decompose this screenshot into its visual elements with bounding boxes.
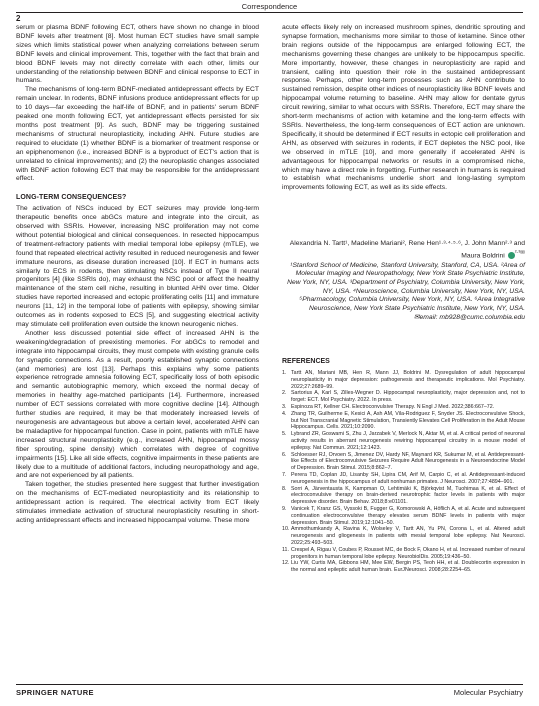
- paragraph: acute effects likely rely on increased mushroom spines, dendritic sprouting and synapse formation, mechanisms more similar to those of ketamine. Since other brain regions outside of the hippocampus are enlarged following ECT, the mechanisms governing these changes are unlikely to be hippocampus specific. More importantly, however, these changes in neuroplasticity are rapid and transient, calling into question their role in the sustained antidepressant response. Perhaps, other long-term processes such as AHN contribute to sustained remission, despite other indices of neuroplasticity like BDNF levels and hippocampal volume returning to baseline. AHN may allow for dentate gyrus circuit rewiring, similar to what occurs with SSRIs. Therefore, ECT may share the short-term mechanisms of action with ketamine and the long-term effects with SSRIs. Nevertheless, the long-term consequences of ECT action are unknown. Specifically, it should be determined if ECT results in ectopic cell proliferation and AHN, as observed with seizures in rodents, if ECT depletes the NSC pool, like we observed in mTLE [10], and more generally if accelerated AHN is advantageous for hippocampal networks or results in a compromised niche, which may have a direct role in forgetting. Further research in humans is required to establish what mechanisms underlie short and long-lasting symptom improvements following ECT, as well as its side effects.: [282, 24, 525, 192]
- reference-text: Liu YW, Curtis MA, Gibbons HM, Mee EW, Bergin PS, Teoh HH, et al. Doublecortin expression in the normal and epileptic adult human brain. EurJNeurosci. 2008;28:2254–65.: [291, 560, 525, 574]
- reference-number: 10.: [282, 526, 290, 533]
- reference-text: Vanicek T, Kranz GS, Vyssoki B, Fugger G, Komorowski A, Höflich A, et al. Acute and subsequent continuation electroconvulsive therapy elevates serum BDNF levels in patients with major depression. Brain Stimul. 2019;12:1041–50.: [291, 505, 525, 526]
- reference-number: 6.: [282, 451, 287, 458]
- footer-rule: [16, 684, 523, 685]
- reference-text: Ammothumkandy A, Ravina K, Wolseley V, Tartt AN, Yu PN, Corona L, et al. Altered adult neurogenesis and gliogenesis in patients with mesial temporal lobe epilepsy. Nat Neurosci. 2022;25:493–503.: [291, 526, 525, 546]
- reference-item: [282, 452, 525, 472]
- reference-item: [282, 431, 525, 451]
- journal-name: Molecular Psychiatry: [453, 688, 523, 697]
- left-column: [16, 24, 259, 526]
- reference-item: [282, 390, 525, 404]
- reference-number: 8.: [282, 485, 287, 492]
- reference-item: [282, 486, 525, 506]
- reference-number: 9.: [282, 505, 287, 512]
- paragraph: The activation of NSCs induced by ECT seizures may provide long-term therapeutic benefits once abGCs mature and integrate into the circuit, as observed with SSRIs. However, increasing NSC proliferation may not come without potential biological and clinical consequences. In resected hippocampus of treatment-refractory patients with medial temporal lobe epilepsy (mTLE), we found that repeated electrical activity resulted in reduced neurogenesis and fewer immature neurons, as disease duration increased [10]. If ECT in humans acts similarly to ECS in rodents, then stimulating NSCs instead of Type II neural progenitors [4] (like SSRIs do), may exhaust the NSC pool or affect the healthy maintenance of the stem cell niche, resulting in blunted AHN over time. Older studies have reported increased and ectopic proliferating cells [11] and immature neurons [11, 12] in the temporal lobe of patients with epilepsy, showing similar outcomes as in rodents exposed to ECS [5], and suggesting electrical activity may stimulate cell proliferation even outside the known neurogenic niches.: [16, 205, 259, 328]
- author-block: [282, 240, 525, 323]
- reference-item: [282, 547, 525, 561]
- author-list: [282, 240, 525, 261]
- reference-item: [282, 404, 525, 411]
- paragraph: Another less discussed potential side effect of increased AHN is the weakening/degradation of preexisting memories. For abGCs to remodel and integrate into hippocampal circuits, they must compete with existing granule cells for synaptic connections. As a result, poorly established synaptic connections (and memories) are lost [13]. Perhaps this explains why some patients experience retrograde amnesia following ECT, specifically loss of both episodic and semantic autobiographic memory, which exceed the normal decay of memories in healthy age-matched participants [14]. Furthermore, increased number of ECT sessions correlated with more cognitive decline [14]. Although further studies are required, it may be that moderately increased levels of neurogenesis are advantageous but above a certain level, accelerated AHN can be maladaptive for hippocampal function. Case in point, patients with mTLE have increased structural neuroplasticity (e.g., increased AHN, hippocampal mossy fiber sprouting, spine density) which correlates with degree of cognitive impairments [15]. Like all side effects, cognitive impairments in these patients are likely due to a multitude of additional factors, including neuropathology and age, and are not experienced by all patients.: [16, 329, 259, 480]
- corresponding-email[interactable]: ✉email: mb928@cumc.columbia.edu: [413, 313, 525, 321]
- reference-number: 2.: [282, 390, 287, 397]
- reference-number: 12.: [282, 560, 290, 567]
- reference-text: Schloesser RJ, Orvoen S, Jimenez DV, Hardy NF, Maynard KR, Sukumar M, et al. Antidepressant-like Effects of Electroconvulsive Seizures Require Adult Neurogenesis in a Neuroendocrine Model of Depression. Brain Stimul. 2015;8:862–7.: [291, 451, 525, 472]
- reference-item: [282, 526, 525, 546]
- page-number: 2: [16, 14, 21, 23]
- reference-number: 4.: [282, 410, 287, 417]
- author-names: Alexandria N. Tartt¹, Madeline Mariani², Rene Hen¹·³·⁴·⁵·⁶, J. John Mann²·³ and Maura Boldrini: [289, 240, 525, 259]
- reference-item: [282, 506, 525, 526]
- paragraph: serum or plasma BDNF following ECT, others have shown no change in blood BDNF levels after treatment [8]. Most human ECT studies have small sample sizes which limits statistical power when analyzing correlations between serum BDNF levels and clinical improvement. This, together with the fact that brain and blood BDNF levels may not directly correlate with each other, limits our understanding of the relationship between BDNF and clinical response to ECT in humans.: [16, 24, 259, 85]
- publisher-logo: SPRINGER NATURE: [16, 688, 94, 697]
- author-superscript: ²·³✉: [514, 249, 525, 256]
- right-column: [282, 24, 525, 193]
- reference-text: Sartorius A, Karl S, Zilles-Wegner D. Hippocampal neuroplasticity, major depression and, not to forget: ECT. Mol Psychiatry. 2022. In press.: [291, 390, 525, 404]
- reference-number: 3.: [282, 403, 287, 410]
- reference-text: Zhang TR, Guilherme E, Kesici A, Ash AM, Vila-Rodriguez F, Snyder JS. Electroconvulsive Shock, but Not Transcranial Magnetic Stimulation, Transiently Elevates Cell Proliferation in the Adult Mouse Hippocampus. Cells. 2021;10:2090.: [291, 410, 525, 431]
- reference-item: [282, 472, 525, 486]
- reference-text: Tartt AN, Mariani MB, Hen R, Mann JJ, Boldrini M. Dysregulation of adult hippocampal neuroplasticity in major depression: pathogenesis and therapeutic implications. Mol Psychiatry. 2022;27:2689–99.: [291, 370, 525, 390]
- paragraph: Taken together, the studies presented here suggest that further investigation on the mechanisms of ECT-mediated neuroplasticity and its relationship to antidepressant action is required. The electrical activity from ECT likely stimulates immediate activation of structural neuroplasticity resulting in short-acting antidepressant effects and increased hippocampal volume. These more: [16, 481, 259, 524]
- reference-text: Lybrand ZR, Goswami S, Zhu J, Jarzabek V, Merlock N, Aktar M, et al. A critical period of neuronal activity results in aberrant neurogenesis rewiring hippocampal circuitry in a mouse model of epilepsy. Nat Commun. 2021;12:1423.: [291, 431, 525, 451]
- reference-item: [282, 370, 525, 390]
- running-header: Correspondence: [241, 2, 298, 11]
- references-heading: REFERENCES: [282, 358, 330, 365]
- reference-number: 5.: [282, 431, 287, 438]
- reference-text: Sorri A, Järventausta K, Kampman O, Lehtimäki K, Björkqvist M, Tuohimaa K, et al. Effect of electroconvulsive therapy on brain-derived neurotrophic factor levels in patients with major depressive disorder. Brain Behav. 2018;8:e01101.: [291, 485, 525, 506]
- reference-text: Espinoza RT, Kellner CH. Electroconvulsive Therapy. N Engl J Med. 2022;386:667–72.: [291, 403, 495, 410]
- reference-number: 11.: [282, 546, 289, 553]
- reference-text: Perera TD, Coplan JD, Lisanby SH, Lipira CM, Arif M, Carpio C, et al. Antidepressant-induced neurogenesis in the hippocampus of adult nonhuman primates. J Neurosci. 2007;27:4894–901.: [291, 471, 525, 485]
- reference-number: 7.: [282, 471, 287, 478]
- reference-list: [282, 370, 525, 574]
- reference-item: [282, 411, 525, 431]
- affiliations: ¹Stanford School of Medicine, Stanford University, Stanford, CA, USA. ²Area of Molecular Imaging and Neuropathology, New York State Psychiatric Institute, New York, NY, USA. ³Department of Psychiatry, Columbia University, New York, NY, USA. ⁴Neuroscience, Columbia University, New York, NY, USA. ⁵Pharmacology, Columbia University, New York, NY, USA. ⁶Area Integrative Neuroscience, New York State Psychiatric Institute, New York, NY, USA.: [287, 261, 525, 313]
- reference-text: Crespel A, Rigau V, Coubes P, Rousset MC, de Bock F, Okano H, et al. Increased number of neural progenitors in human temporal lobe epilepsy. NeurobiolDis. 2005;19:436–50.: [291, 546, 525, 560]
- orcid-icon: [508, 252, 515, 259]
- header-rule: [16, 12, 523, 13]
- reference-item: [282, 560, 525, 574]
- section-heading: LONG-TERM CONSEQUENCES?: [16, 194, 127, 202]
- paragraph: The mechanisms of long-term BDNF-mediated antidepressant effects by ECT remain unclear. In rodents, BDNF infusions produce antidepressant effects for up to 10 days—far exceeding the half-life of BDNF, and in patients' serum BDNF peaked one month following ECT, yet antidepressant effects persisted for six months post treatment [9]. As such, BDNF may be triggering sustained mechanisms of structural neuroplasticity, including AHN. Future studies are required to elucidate (1) whether BDNF is a biomarker of treatment response or an epiphenomenon (i.e., increased BDNF is a byproduct of ECT's action that is unrelated to clinical improvements); and (2) the neuroplastic changes associated with BDNF action following ECT that may be responsible for the antidepressant effect.: [16, 86, 259, 183]
- reference-number: 1.: [282, 370, 287, 376]
